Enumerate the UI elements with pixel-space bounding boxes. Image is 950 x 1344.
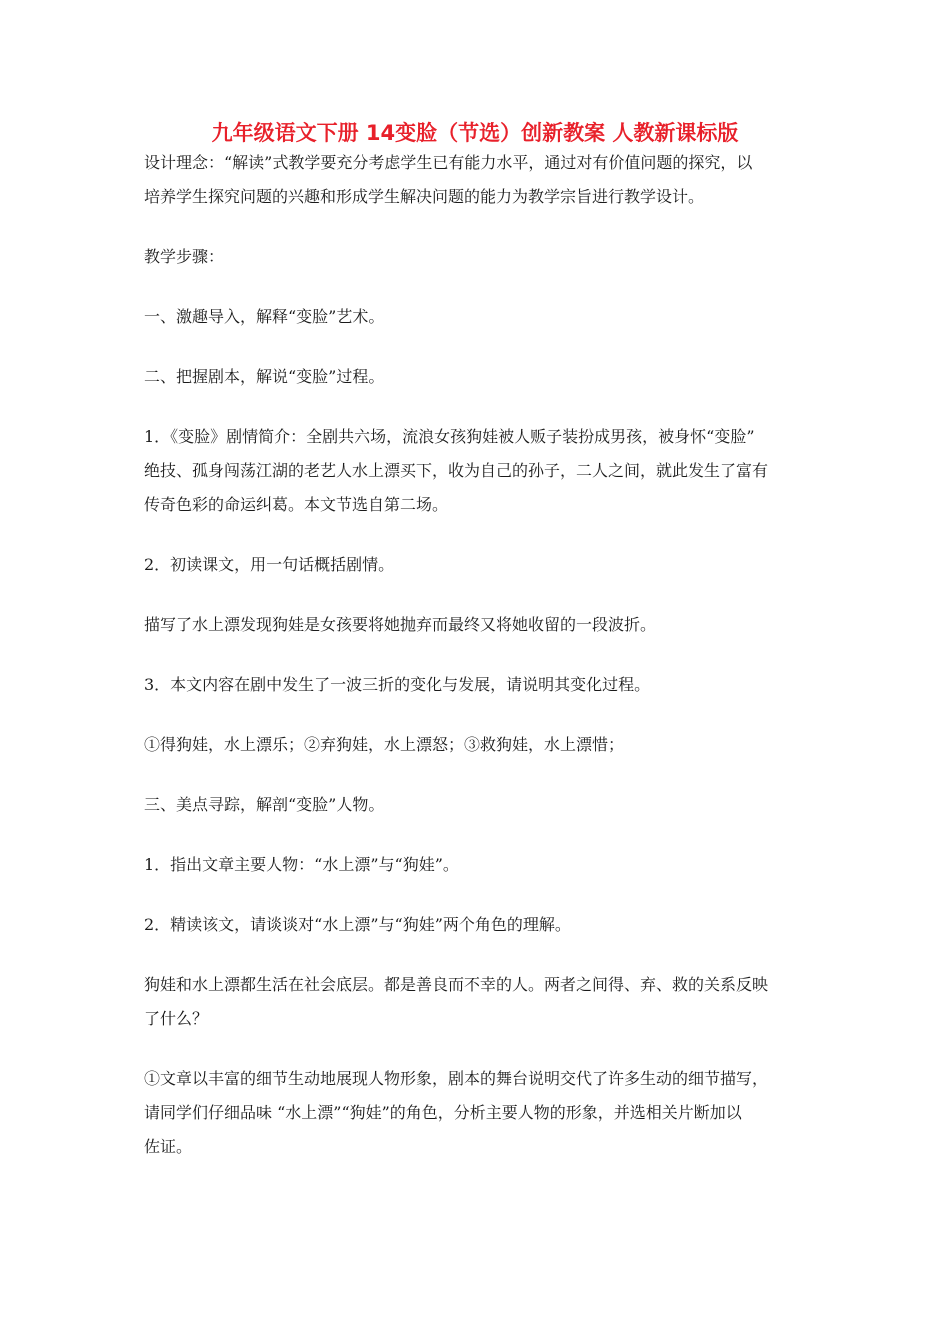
text-line: 狗娃和水上漂都生活在社会底层。都是善良而不幸的人。两者之间得、弃、救的关系反映 xyxy=(144,975,769,994)
text-line: 2．精读该文，请谈谈对“水上漂”与“狗娃”两个角色的理解。 xyxy=(144,915,571,934)
paragraph-design-concept xyxy=(144,146,812,214)
paragraph-details-analysis xyxy=(144,1062,812,1164)
section-heading-3 xyxy=(144,788,812,822)
text-line: 绝技、孤身闯荡江湖的老艺人水上漂买下，收为自己的孙子，二人之间，就此发生了富有 xyxy=(144,461,769,480)
text-line: 了什么？ xyxy=(144,1009,209,1028)
document-body xyxy=(144,146,812,1164)
section-heading-1 xyxy=(144,300,812,334)
paragraph-plot-summary xyxy=(144,420,812,522)
document-title: 九年级语文下册 14变脸（节选）创新教案 人教新课标版 xyxy=(211,121,739,145)
text-line: 设计理念：“解读”式教学要充分考虑学生已有能力水平，通过对有价值问题的探究，以 xyxy=(144,153,753,172)
paragraph-change-list xyxy=(144,728,812,762)
paragraph-close-reading xyxy=(144,908,812,942)
paragraph-teaching-steps xyxy=(144,240,812,274)
text-line: ①文章以丰富的细节生动地展现人物形象，剧本的舞台说明交代了许多生动的细节描写， xyxy=(144,1069,769,1088)
text-line: 描写了水上漂发现狗娃是女孩要将她抛弃而最终又将她收留的一段波折。 xyxy=(144,615,657,634)
text-line: 2．初读课文，用一句话概括剧情。 xyxy=(144,555,395,574)
text-line: 3．本文内容在剧中发生了一波三折的变化与发展，请说明其变化过程。 xyxy=(144,675,651,694)
section-heading-2 xyxy=(144,360,812,394)
text-line: 二、把握剧本，解说“变脸”过程。 xyxy=(144,367,385,386)
text-line: 佐证。 xyxy=(144,1137,193,1156)
text-line: 传奇色彩的命运纠葛。本文节选自第二场。 xyxy=(144,495,449,514)
paragraph-main-characters xyxy=(144,848,812,882)
paragraph-plot-sentence xyxy=(144,608,812,642)
text-line: 培养学生探究问题的兴趣和形成学生解决问题的能力为教学宗旨进行教学设计。 xyxy=(144,187,705,206)
paragraph-changes xyxy=(144,668,812,702)
paragraph-social-class xyxy=(144,968,812,1036)
text-line: 请同学们仔细品味 “水上漂”“狗娃”的角色，分析主要人物的形象，并选相关片断加以 xyxy=(144,1103,742,1122)
text-line: 教学步骤： xyxy=(144,247,225,266)
paragraph-first-reading xyxy=(144,548,812,582)
text-line: ①得狗娃，水上漂乐；②弃狗娃，水上漂怒；③救狗娃，水上漂惜； xyxy=(144,735,625,754)
text-line: 三、美点寻踪，解剖“变脸”人物。 xyxy=(144,795,385,814)
text-line: 1．《变脸》剧情简介：全剧共六场，流浪女孩狗娃被人贩子装扮成男孩，被身怀“变脸” xyxy=(144,427,755,446)
text-line: 一、激趣导入，解释“变脸”艺术。 xyxy=(144,307,385,326)
text-line: 1．指出文章主要人物：“水上漂”与“狗娃”。 xyxy=(144,855,459,874)
